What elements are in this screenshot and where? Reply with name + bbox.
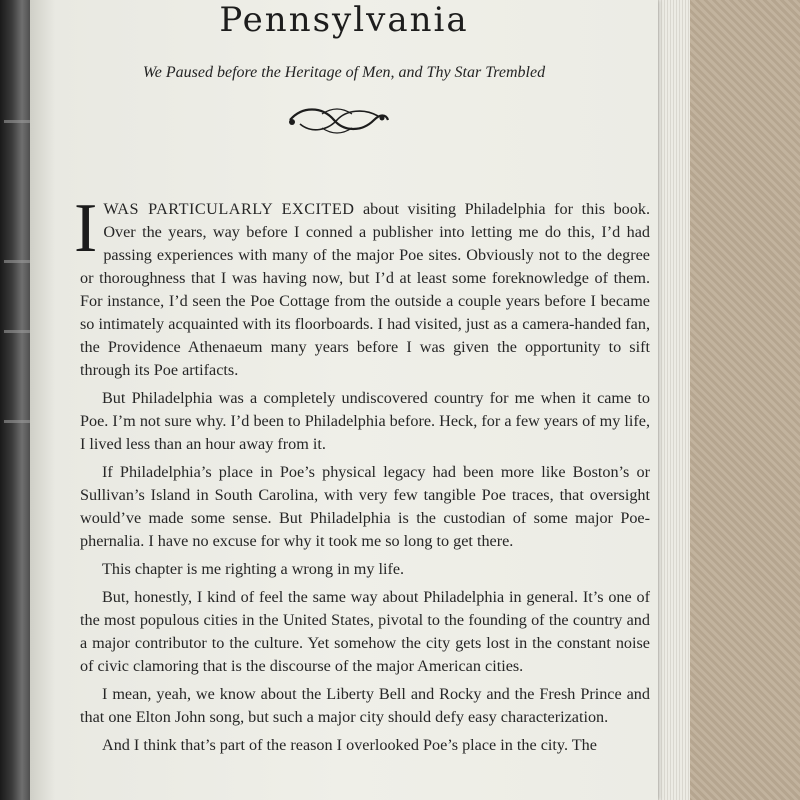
paragraph-2: But Philadelphia was a completely undiscovered country for me when it came to Poe. I’m not sure why. I’d been to Philadelphia before. Heck, for a few years of my life, I lived less than an hour away from it. bbox=[80, 389, 650, 453]
flourish-ornament-icon bbox=[282, 100, 392, 140]
fabric-background bbox=[680, 0, 800, 800]
book-page bbox=[30, 0, 658, 800]
paragraph-4: This chapter is me righting a wrong in my life. bbox=[102, 560, 405, 578]
paragraph-5: But, honestly, I kind of feel the same way about Philadelphia in general. It’s one of the most populous cities in the United States, pivotal to the founding of the country and a major contributor to the culture. Yet somehow the city gets lost in the constant noise of civic clamoring that is the discourse of the major American cities. bbox=[80, 588, 650, 675]
paragraph-1-text: about visiting Philadelphia for this book. Over the years, way before I conned a publisher into letting me do this, I’d had passing experiences with many of the major Poe sites. Obviously not to the degree or thoroughness that I was having now, but I’d at least some foreknowledge of them. For instance, I’d seen the Poe Cottage from the outside a couple years before I became so intimately acquainted with its floorboards. I had visited, just as a camera-handed fan, the Providence Athenaeum many years before I was given the opportunity to sift through its Poe artifacts. bbox=[80, 200, 651, 379]
paragraph-7: And I think that’s part of the reason I overlooked Poe’s place in the city. The bbox=[102, 736, 597, 754]
drop-cap: I bbox=[74, 190, 98, 267]
body-text bbox=[74, 190, 651, 762]
chapter-subtitle: We Paused before the Heritage of Men, and Thy Star Trembled bbox=[142, 64, 546, 81]
chapter-title: Pennsylvania bbox=[219, 0, 469, 40]
lead-in: WAS PARTICULARLY EXCITED bbox=[103, 200, 355, 218]
paragraph-3: If Philadelphia’s place in Poe’s physical legacy had been more like Boston’s or Sullivan’s Island in South Carolina, with very few tangible Poe traces, that oversight would’ve made some sense. But Philadelphia is the custodian of some major Poe-phernalia. I have no excuse for why it took me so long to get there. bbox=[80, 463, 650, 550]
paragraph-1 bbox=[74, 190, 651, 382]
paragraph-6: I mean, yeah, we know about the Liberty Bell and Rocky and the Fresh Prince and that one Elton John song, but such a major city should defy easy characterization. bbox=[80, 685, 650, 726]
